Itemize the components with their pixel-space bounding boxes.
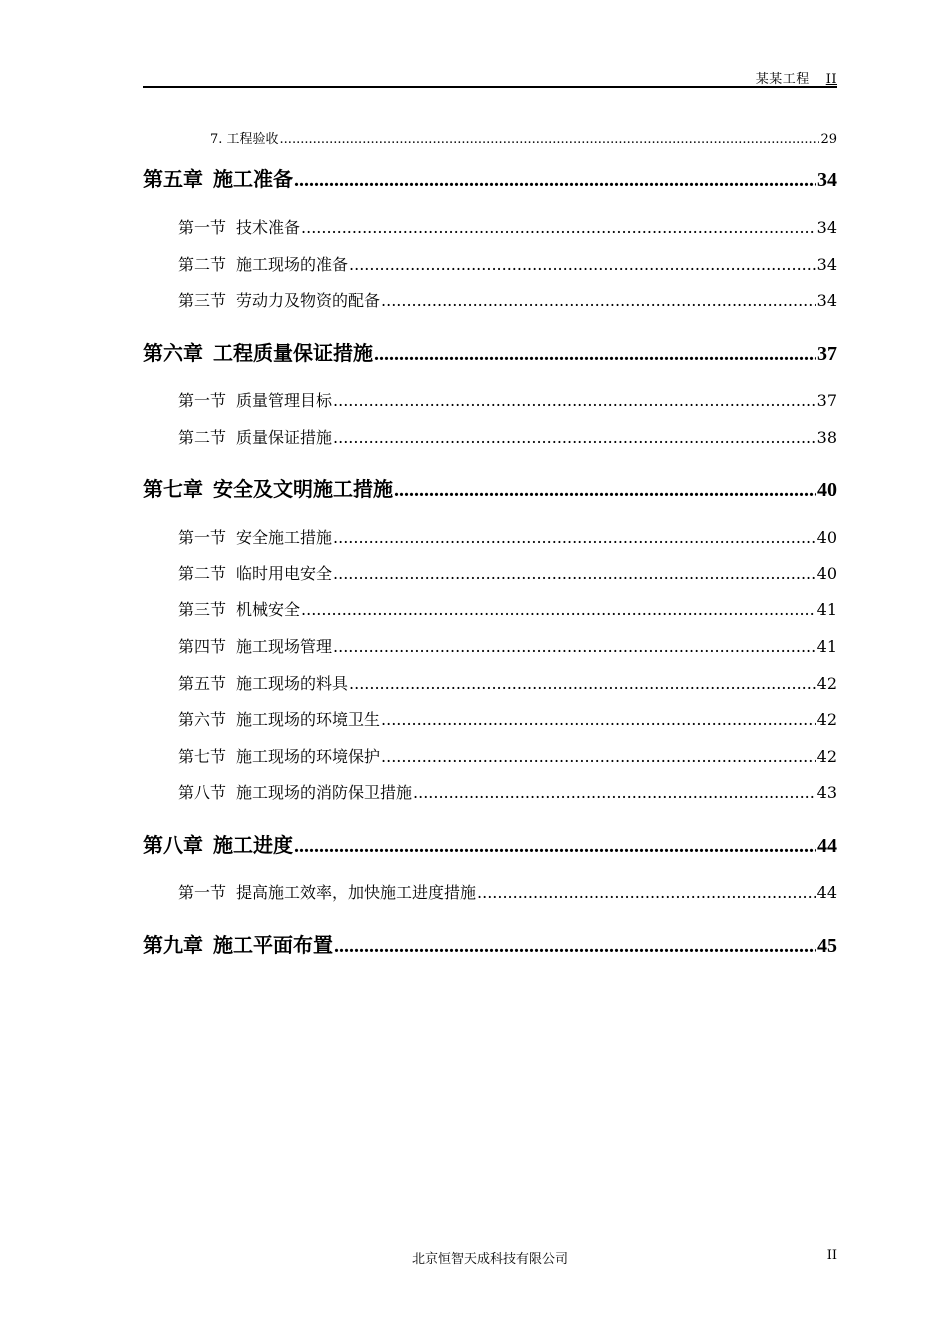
toc-entry-label — [178, 388, 332, 411]
toc-subsection-entry[interactable] — [143, 128, 837, 147]
toc-chapter-entry[interactable] — [143, 337, 837, 366]
toc-section-entry[interactable] — [143, 288, 837, 311]
header-text — [756, 68, 837, 87]
toc-section-entry[interactable] — [143, 880, 837, 903]
toc-entry-label — [178, 561, 332, 584]
toc-entry-label — [143, 473, 393, 502]
toc-entry-number: 第一节 — [178, 218, 227, 237]
toc-entry-label — [143, 163, 293, 192]
toc-entry-number: 第五章 — [143, 167, 203, 191]
toc-entry-number: 第六节 — [178, 710, 227, 729]
toc-entry-label — [178, 707, 380, 730]
toc-entry-title: 施工进度 — [213, 833, 293, 857]
toc-section-entry[interactable] — [143, 671, 837, 694]
toc-dot-leader — [477, 883, 816, 902]
toc-entry-label — [178, 634, 332, 657]
toc-entry-label — [178, 252, 348, 275]
toc-section-entry[interactable] — [143, 780, 837, 803]
toc-entry-number: 第二节 — [178, 428, 227, 447]
toc-entry-page: 40 — [816, 528, 837, 547]
toc-dot-leader — [294, 835, 816, 858]
toc-entry-title: 施工准备 — [213, 167, 293, 191]
toc-section-entry[interactable] — [143, 597, 837, 620]
toc-entry-label — [178, 215, 300, 238]
toc-dot-leader — [333, 528, 816, 547]
toc-entry-title: 施工现场的消防保卫措施 — [236, 783, 413, 802]
toc-section-entry[interactable] — [143, 634, 837, 657]
toc-entry-label — [143, 929, 333, 958]
toc-entry-page: 34 — [816, 291, 837, 310]
toc-entry-page: 29 — [820, 132, 837, 147]
toc-section-entry[interactable] — [143, 388, 837, 411]
toc-dot-leader — [333, 428, 816, 447]
toc-entry-title: 质量保证措施 — [236, 428, 333, 447]
toc-entry-title: 7. 工程验收 — [210, 132, 279, 147]
toc-entry-page: 43 — [816, 783, 837, 802]
toc-entry-page: 37 — [816, 391, 837, 410]
toc-section-entry[interactable] — [143, 252, 837, 275]
toc-dot-leader — [280, 132, 820, 147]
toc-entry-title: 施工平面布置 — [213, 933, 333, 957]
toc-entry-number: 第六章 — [143, 341, 203, 365]
toc-chapter-entry[interactable] — [143, 929, 837, 958]
toc-section-entry[interactable] — [143, 215, 837, 238]
toc-dot-leader — [301, 218, 816, 237]
toc-entry-title: 临时用电安全 — [236, 564, 333, 583]
toc-entry-label — [178, 744, 380, 767]
toc-entry-label — [178, 780, 412, 803]
toc-entry-number: 第七节 — [178, 747, 227, 766]
toc-section-entry[interactable] — [143, 744, 837, 767]
toc-entry-label — [178, 880, 476, 903]
toc-entry-label — [143, 829, 293, 858]
page-header — [143, 66, 837, 88]
toc-entry-number: 第八章 — [143, 833, 203, 857]
toc-entry-number: 第九章 — [143, 933, 203, 957]
toc-entry-number: 第一节 — [178, 528, 227, 547]
toc-entry-page: 34 — [817, 169, 837, 191]
toc-dot-leader — [301, 600, 816, 619]
toc-entry-label — [143, 337, 373, 366]
header-title: 某某工程 — [755, 72, 810, 87]
toc-entry-number: 第一节 — [178, 883, 227, 902]
toc-entry-title: 技术准备 — [236, 218, 301, 237]
toc-entry-title: 机械安全 — [236, 600, 301, 619]
toc-entry-page: 37 — [817, 343, 837, 365]
toc-entry-title: 施工现场的准备 — [236, 255, 349, 274]
toc-entry-page: 34 — [816, 218, 837, 237]
toc-entry-page: 38 — [816, 428, 837, 447]
toc-section-entry[interactable] — [143, 707, 837, 730]
toc-entry-number: 第五节 — [178, 674, 227, 693]
toc-entry-page: 40 — [816, 564, 837, 583]
toc-entry-title: 提高施工效率，加快施工进度措施 — [236, 883, 477, 902]
toc-entry-number: 第二节 — [178, 255, 227, 274]
toc-section-entry[interactable] — [143, 525, 837, 548]
toc-entry-label — [178, 525, 332, 548]
toc-entry-number: 第三节 — [178, 291, 227, 310]
toc-entry-title: 劳动力及物资的配备 — [236, 291, 381, 310]
toc-section-entry[interactable] — [143, 561, 837, 584]
toc-entry-page: 44 — [817, 835, 837, 857]
toc-dot-leader — [333, 391, 816, 410]
toc-chapter-entry[interactable] — [143, 163, 837, 192]
toc-dot-leader — [394, 479, 816, 502]
toc-dot-leader — [413, 783, 816, 802]
toc-entry-title: 工程质量保证措施 — [213, 341, 373, 365]
toc-dot-leader — [333, 564, 816, 583]
toc-entry-number: 第四节 — [178, 637, 227, 656]
toc-dot-leader — [381, 710, 816, 729]
toc-entry-title: 施工现场管理 — [236, 637, 333, 656]
toc-entry-number: 第二节 — [178, 564, 227, 583]
header-page-number: II — [825, 72, 837, 87]
toc-entry-page: 40 — [817, 479, 837, 501]
toc-entry-page: 42 — [816, 710, 837, 729]
toc-chapter-entry[interactable] — [143, 473, 837, 502]
toc-entry-label — [210, 128, 279, 147]
toc-dot-leader — [334, 935, 816, 958]
toc-entry-page: 42 — [816, 747, 837, 766]
toc-entry-label — [178, 597, 300, 620]
footer-company: 北京恒智天成科技有限公司 — [411, 1252, 568, 1267]
toc-dot-leader — [349, 255, 816, 274]
toc-entry-title: 施工现场的环境保护 — [236, 747, 381, 766]
toc-entry-number: 第一节 — [178, 391, 227, 410]
toc-dot-leader — [381, 747, 816, 766]
toc-dot-leader — [374, 343, 816, 366]
toc-entry-title: 质量管理目标 — [236, 391, 333, 410]
toc-entry-page: 41 — [816, 600, 837, 619]
toc-entry-label — [178, 288, 380, 311]
toc-entry-title: 施工现场的环境卫生 — [236, 710, 381, 729]
toc-entry-page: 42 — [816, 674, 837, 693]
toc-dot-leader — [294, 169, 816, 192]
toc-entry-title: 安全及文明施工措施 — [213, 477, 393, 501]
toc-entry-label — [178, 671, 348, 694]
footer-page-number: II — [826, 1248, 837, 1263]
toc-dot-leader — [333, 637, 816, 656]
toc-entry-page: 45 — [817, 935, 837, 957]
toc-entry-page: 44 — [816, 883, 837, 902]
toc-entry-number: 第八节 — [178, 783, 227, 802]
toc-dot-leader — [349, 674, 816, 693]
toc-entry-title: 安全施工措施 — [236, 528, 333, 547]
toc-entry-page: 34 — [816, 255, 837, 274]
toc-entry-number: 第三节 — [178, 600, 227, 619]
toc-entry-label — [178, 425, 332, 448]
toc-entry-page: 41 — [816, 637, 837, 656]
toc-dot-leader — [381, 291, 816, 310]
toc-chapter-entry[interactable] — [143, 829, 837, 858]
toc-section-entry[interactable] — [143, 425, 837, 448]
toc-entry-number: 第七章 — [143, 477, 203, 501]
toc-entry-title: 施工现场的料具 — [236, 674, 349, 693]
